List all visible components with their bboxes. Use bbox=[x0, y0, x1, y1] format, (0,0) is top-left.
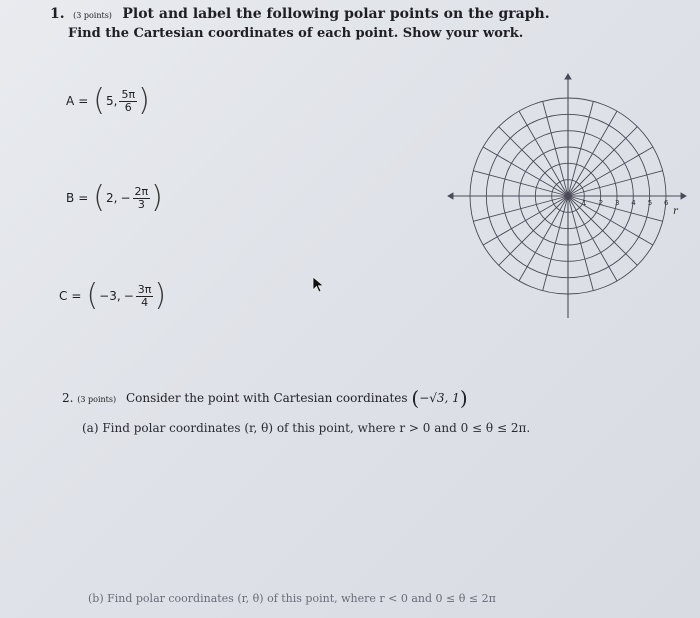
point-c-label: C bbox=[59, 289, 68, 303]
mouse-cursor-icon bbox=[312, 276, 326, 294]
polar-spoke bbox=[499, 196, 568, 265]
point-a-label: A bbox=[66, 94, 75, 108]
question-2-header: 2. (3 points) Consider the point with Cartesian coordinates (−√3, 1) bbox=[62, 386, 468, 410]
polar-axis-label: r bbox=[673, 206, 678, 217]
question-2-coords: −√3, 1 bbox=[419, 391, 460, 405]
polar-tick-label: 5 bbox=[647, 199, 653, 207]
polar-spoke bbox=[483, 147, 568, 196]
polar-spoke bbox=[568, 127, 637, 196]
polar-arrowhead bbox=[448, 193, 453, 199]
question-2-part-b: (b) Find polar coordinates (r, θ) of this point, where r < 0 and 0 ≤ θ ≤ 2π bbox=[88, 592, 496, 605]
question-1-instruction: Plot and label the following polar points on the graph. bbox=[122, 6, 550, 22]
question-1-points: (3 points) bbox=[73, 11, 112, 20]
polar-spoke bbox=[568, 147, 653, 196]
question-2-points: (3 points) bbox=[77, 395, 117, 404]
point-b-theta: $\frac{2\pi}{3}$ bbox=[134, 184, 149, 211]
polar-tick-label: 2 bbox=[598, 199, 604, 207]
polar-spoke bbox=[568, 196, 620, 281]
point-a-theta: $\frac{5\pi}{6}$ bbox=[121, 87, 136, 114]
point-c-r: −3 bbox=[99, 289, 117, 303]
polar-arrowhead bbox=[565, 74, 571, 79]
point-b-expression: B = ( 2 , − $\frac{2\pi}{3}$ ) bbox=[66, 180, 163, 215]
question-1-header bbox=[50, 6, 550, 22]
polar-spoke bbox=[568, 196, 653, 245]
question-1-number: 1. bbox=[50, 6, 65, 22]
polar-tick-label: 3 bbox=[615, 199, 620, 207]
question-2-part-a: (a) Find polar coordinates (r, θ) of this point, where r > 0 and 0 ≤ θ ≤ 2π. bbox=[82, 421, 531, 435]
question-2-text: Consider the point with Cartesian coordinates bbox=[125, 391, 408, 405]
polar-spoke bbox=[499, 127, 568, 196]
polar-tick-label: 1 bbox=[582, 199, 587, 207]
polar-tick-label: 4 bbox=[631, 199, 636, 207]
point-b-label: B bbox=[66, 191, 75, 205]
polar-spoke bbox=[568, 111, 617, 196]
point-a-r: 5 bbox=[106, 94, 114, 108]
point-b-r: 2 bbox=[106, 191, 114, 205]
polar-spoke bbox=[519, 111, 568, 196]
question-1-sub-instruction: Find the Cartesian coordinates of each point. Show your work. bbox=[68, 26, 524, 41]
polar-spoke bbox=[519, 196, 568, 281]
point-a-expression: A = ( 5 , $\frac{5\pi}{6}$ ) bbox=[66, 83, 150, 118]
polar-spoke bbox=[483, 196, 568, 245]
question-2-number: 2. bbox=[62, 391, 74, 405]
polar-arrowhead bbox=[681, 193, 686, 199]
polar-tick-label: 6 bbox=[664, 199, 669, 207]
point-c-expression: C = ( −3 , − $\frac{3\pi}{4}$ ) bbox=[59, 278, 167, 313]
point-c-theta: $\frac{3\pi}{4}$ bbox=[137, 282, 152, 309]
polar-grid[interactable] bbox=[446, 72, 690, 320]
